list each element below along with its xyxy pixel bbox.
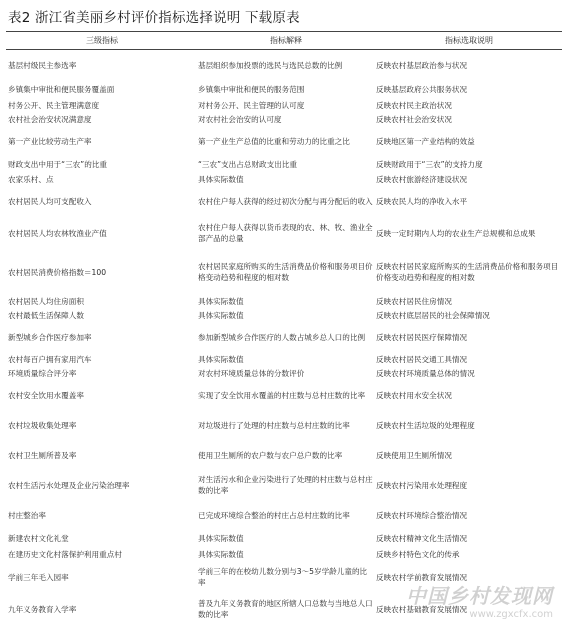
cell-explanation: 具体实际数值 xyxy=(198,533,244,543)
table-title: 表2 浙江省美丽乡村评价指标选择说明 下载原表 xyxy=(8,10,300,26)
table-body xyxy=(6,50,562,626)
cell-selection-reason: 反映农村居民医疗保障情况 xyxy=(376,332,468,342)
cell-explanation: 第一产业生产总值的比重和劳动力的比重之比 xyxy=(198,136,350,146)
cell-selection-reason: 反映基层政府公共服务状况 xyxy=(376,84,468,94)
table-row xyxy=(6,50,562,80)
cell-indicator: 农村垃圾收集处理率 xyxy=(8,420,77,430)
table-row xyxy=(6,216,562,250)
cell-indicator: 学前三年毛入园率 xyxy=(8,572,69,582)
cell-selection-reason: 反映农村基层政治参与状况 xyxy=(376,60,468,70)
table-row xyxy=(6,592,562,626)
cell-explanation: 学前三年的在校幼儿数分别与3～5岁学龄儿童的比率 xyxy=(198,567,368,587)
cell-selection-reason: 反映农村污染用水处理程度 xyxy=(376,480,468,490)
cell-selection-reason: 反映乡村特色文化的传承 xyxy=(376,549,460,559)
cell-explanation: 使用卫生厕所的农户数与农户总户数的比率 xyxy=(198,450,343,460)
cell-indicator: 农村社会治安状况满意度 xyxy=(8,114,92,124)
cell-explanation: “三农”支出占总财政支出比重 xyxy=(198,159,297,169)
table-row xyxy=(6,366,562,380)
cell-indicator: 新型城乡合作医疗参加率 xyxy=(8,332,92,342)
cell-selection-reason: 反映农村旅游经济建设状况 xyxy=(376,174,468,184)
table-row xyxy=(6,126,562,156)
cell-indicator: 农村居民人均农林牧渔业产值 xyxy=(8,228,107,238)
cell-explanation: 对村务公开、民主管理的认可度 xyxy=(198,100,305,110)
table-row xyxy=(6,410,562,440)
table-row xyxy=(6,98,562,112)
cell-indicator: 乡镇集中审批和便民服务覆盖面 xyxy=(8,84,115,94)
cell-explanation: 对农村环境质量总体的分数评价 xyxy=(198,368,305,378)
cell-explanation: 对生活污水和企业污染进行了处理的村庄数与总村庄数的比率 xyxy=(198,475,373,495)
watermark-logo: 中国乡村发现网 xyxy=(406,584,553,608)
table-row xyxy=(6,172,562,186)
cell-selection-reason: 反映财政用于“三农”的支持力度 xyxy=(376,159,483,169)
cell-indicator: 财政支出中用于“三农”的比重 xyxy=(8,159,107,169)
cell-explanation: 具体实际数值 xyxy=(198,310,244,320)
cell-indicator: 在建历史文化村落保护利用重点村 xyxy=(8,549,122,559)
cell-selection-reason: 反映一定时期内人均的农业生产总规模和总成果 xyxy=(376,228,536,238)
cell-explanation: 参加新型城乡合作医疗的人数占城乡总人口的比例 xyxy=(198,332,366,342)
header-indicator: 三级指标 xyxy=(86,36,118,45)
table-row xyxy=(6,112,562,126)
cell-indicator: 农村卫生厕所普及率 xyxy=(8,450,77,460)
cell-selection-reason: 反映农村精神文化生活情况 xyxy=(376,533,468,543)
cell-explanation: 具体实际数值 xyxy=(198,549,244,559)
cell-selection-reason: 反映农民人均的净收入水平 xyxy=(376,196,468,206)
cell-selection-reason: 反映农村居民住房情况 xyxy=(376,296,452,306)
cell-indicator: 环境质量综合评分率 xyxy=(8,368,77,378)
table-row xyxy=(6,250,562,294)
cell-indicator: 农村居民消费价格指数＝100 xyxy=(8,267,107,277)
table-row xyxy=(6,186,562,216)
cell-indicator: 村务公开、民主管理满意度 xyxy=(8,100,100,110)
cell-indicator: 农村居民人均住房面积 xyxy=(8,296,84,306)
cell-indicator: 农村每百户拥有家用汽车 xyxy=(8,354,92,364)
cell-selection-reason: 反映农村居民交通工具情况 xyxy=(376,354,468,364)
table-row xyxy=(6,380,562,410)
table-row xyxy=(6,562,562,592)
cell-explanation: 具体实际数值 xyxy=(198,296,244,306)
cell-selection-reason: 反映使用卫生厕所情况 xyxy=(376,450,452,460)
watermark-url: www.zgxcfx.com xyxy=(469,609,553,620)
cell-selection-reason: 反映农村民主政治状况 xyxy=(376,100,452,110)
cell-indicator: 农村最低生活保障人数 xyxy=(8,310,84,320)
cell-explanation: 已完成环境综合整治的村庄占总村庄数的比率 xyxy=(198,510,350,520)
cell-indicator: 农村生活污水处理及企业污染治理率 xyxy=(8,480,130,490)
cell-selection-reason: 反映农村学前教育发展情况 xyxy=(376,572,468,582)
table-row xyxy=(6,80,562,98)
table-row xyxy=(6,470,562,500)
cell-explanation: 具体实际数值 xyxy=(198,174,244,184)
table-row xyxy=(6,530,562,546)
cell-indicator: 九年义务教育入学率 xyxy=(8,604,77,614)
cell-explanation: 农村住户每人获得以货币表现的农、林、牧、渔业全部产品的总量 xyxy=(198,223,373,243)
cell-explanation: 农村住户每人获得的经过初次分配与再分配后的收入 xyxy=(198,196,373,206)
cell-explanation: 具体实际数值 xyxy=(198,354,244,364)
cell-indicator: 基层村级民主参选率 xyxy=(8,60,77,70)
cell-explanation: 普及九年义务教育的地区所辖人口总数与当地总人口数的比率 xyxy=(198,599,373,619)
cell-indicator: 村庄整治率 xyxy=(8,510,46,520)
table-row xyxy=(6,500,562,530)
table-row xyxy=(6,352,562,366)
header-selection-reason: 指标选取说明 xyxy=(445,36,493,45)
table-row xyxy=(6,308,562,322)
cell-explanation: 对垃圾进行了处理的村庄数与总村庄数的比率 xyxy=(198,420,350,430)
cell-explanation: 乡镇集中审批和便民的服务范围 xyxy=(198,84,305,94)
cell-indicator: 农村安全饮用水覆盖率 xyxy=(8,390,84,400)
cell-indicator: 新建农村文化礼堂 xyxy=(8,533,69,543)
cell-explanation: 农村居民家庭所购买的生活消费品价格和服务项目价格变动趋势和程度的相对数 xyxy=(198,262,373,282)
cell-indicator: 第一产业比较劳动生产率 xyxy=(8,136,92,146)
cell-selection-reason: 反映农村用水安全状况 xyxy=(376,390,452,400)
cell-selection-reason: 反映农村环境质量总体的情况 xyxy=(376,368,475,378)
table-row xyxy=(6,156,562,172)
table-header xyxy=(6,32,562,50)
cell-selection-reason: 反映农村社会治安状况 xyxy=(376,114,452,124)
table-row xyxy=(6,322,562,352)
cell-explanation: 对农村社会治安的认可度 xyxy=(198,114,282,124)
table-row xyxy=(6,440,562,470)
table-row xyxy=(6,294,562,308)
cell-indicator: 农村居民人均可支配收入 xyxy=(8,196,92,206)
cell-selection-reason: 反映农村底层居民的社会保障情况 xyxy=(376,310,490,320)
cell-selection-reason: 反映地区第一产业结构的效益 xyxy=(376,136,475,146)
cell-explanation: 实现了安全饮用水覆盖的村庄数与总村庄数的比率 xyxy=(198,390,366,400)
cell-selection-reason: 反映农村居民家庭所购买的生活消费品价格和服务项目价格变动趋势和程度的相对数 xyxy=(376,262,559,282)
cell-explanation: 基层组织参加投票的选民与选民总数的比例 xyxy=(198,60,343,70)
header-explanation: 指标解释 xyxy=(270,36,302,45)
table-row xyxy=(6,546,562,562)
cell-selection-reason: 反映农村基础教育发展情况 xyxy=(376,604,468,614)
cell-selection-reason: 反映农村生活垃圾的处理程度 xyxy=(376,420,475,430)
indicator-table xyxy=(6,31,562,626)
cell-indicator: 农家乐村、点 xyxy=(8,174,54,184)
cell-selection-reason: 反映农村环境综合整治情况 xyxy=(376,510,468,520)
